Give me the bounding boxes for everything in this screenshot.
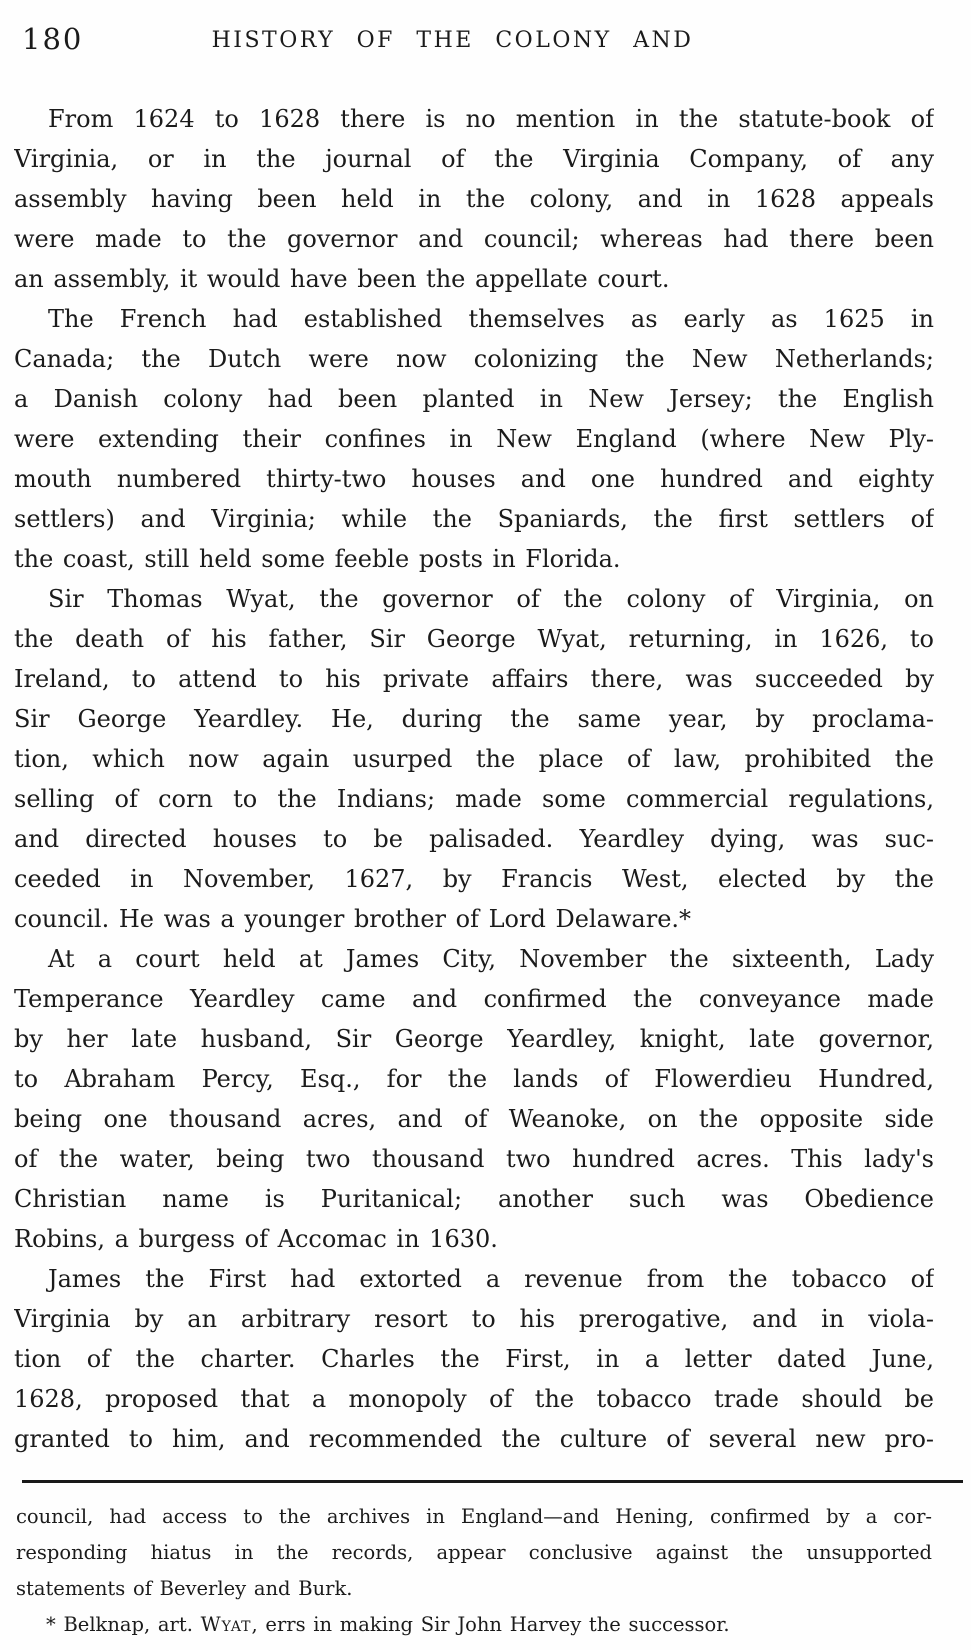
text-line: assembly having been held in the colony, and in 1628 appeals [14, 185, 934, 213]
text-line: Robins, a burgess of Accomac in 1630. [14, 1225, 498, 1253]
footnote-entry-smallcaps: Wyat [200, 1613, 252, 1636]
text-line: Ireland, to attend to his private affairs there, was succeeded by [14, 665, 934, 693]
text-line: being one thousand acres, and of Weanoke, on the opposite side [14, 1105, 934, 1133]
footnote-line: statements of Beverley and Burk. [16, 1577, 353, 1600]
text-line: Canada; the Dutch were now colonizing the New Netherlands; [14, 345, 934, 373]
paragraph [14, 939, 934, 1259]
page-number: 180 [22, 22, 84, 56]
text-line: to Abraham Percy, Esq., for the lands of Flowerdieu Hundred, [14, 1065, 934, 1093]
text-line: tion, which now again usurped the place of law, prohibited the [14, 745, 934, 773]
running-header: HISTORY OF THE COLONY AND [211, 28, 694, 53]
text-line: granted to him, and recommended the culture of several new pro- [14, 1425, 934, 1453]
text-line: and directed houses to be palisaded. Yeardley dying, was suc- [14, 825, 934, 853]
paragraph [14, 99, 934, 299]
footnote [16, 1499, 932, 1643]
paragraph [14, 299, 934, 579]
text-line: the death of his father, Sir George Wyat, returning, in 1626, to [14, 625, 934, 653]
text-line: selling of corn to the Indians; made some commercial regulations, [14, 785, 934, 813]
text-line: Virginia, or in the journal of the Virginia Company, of any [14, 145, 934, 173]
footnote-separator [22, 1480, 963, 1483]
text-line: At a court held at James City, November the sixteenth, Lady [48, 945, 934, 973]
text-line: a Danish colony had been planted in New Jersey; the English [14, 385, 934, 413]
text-line: the coast, still held some feeble posts in Florida. [14, 545, 621, 573]
text-line: Sir Thomas Wyat, the governor of the colony of Virginia, on [48, 585, 934, 613]
footnote-line: responding hiatus in the records, appear conclusive against the unsupported [16, 1541, 932, 1564]
text-line: The French had established themselves as early as 1625 in [48, 305, 934, 333]
text-line: council. He was a younger brother of Lord Delaware.* [14, 905, 692, 933]
footnote-entry-prefix: * Belknap, art. [46, 1613, 201, 1636]
text-line: Virginia by an arbitrary resort to his prerogative, and in viola- [14, 1305, 934, 1333]
paragraph [14, 579, 934, 939]
text-line: 1628, proposed that a monopoly of the tobacco trade should be [14, 1385, 934, 1413]
body-text [14, 99, 934, 1459]
text-line: an assembly, it would have been the appellate court. [14, 265, 670, 293]
text-line: mouth numbered thirty-two houses and one hundred and eighty [14, 465, 934, 493]
text-line: James the First had extorted a revenue from the tobacco of [48, 1265, 934, 1293]
text-line: of the water, being two thousand two hundred acres. This lady's [14, 1145, 934, 1173]
text-line: From 1624 to 1628 there is no mention in the statute-book of [48, 105, 934, 133]
footnote-line: council, had access to the archives in England—and Hening, confirmed by a cor- [16, 1505, 932, 1528]
text-line: settlers) and Virginia; while the Spaniards, the first settlers of [14, 505, 934, 533]
footnote-entry-suffix: , errs in making Sir John Harvey the successor. [251, 1613, 730, 1636]
text-line: tion of the charter. Charles the First, in a letter dated June, [14, 1345, 934, 1373]
text-line: by her late husband, Sir George Yeardley, knight, late governor, [14, 1025, 934, 1053]
text-line: were extending their confines in New England (where New Ply- [14, 425, 934, 453]
text-line: Sir George Yeardley. He, during the same year, by proclama- [14, 705, 934, 733]
text-line: Christian name is Puritanical; another such was Obedience [14, 1185, 934, 1213]
text-line: were made to the governor and council; whereas had there been [14, 225, 934, 253]
paragraph [14, 1259, 934, 1459]
text-line: Temperance Yeardley came and confirmed the conveyance made [14, 985, 934, 1013]
text-line: ceeded in November, 1627, by Francis West, elected by the [14, 865, 934, 893]
footnote-entry [16, 1607, 932, 1643]
